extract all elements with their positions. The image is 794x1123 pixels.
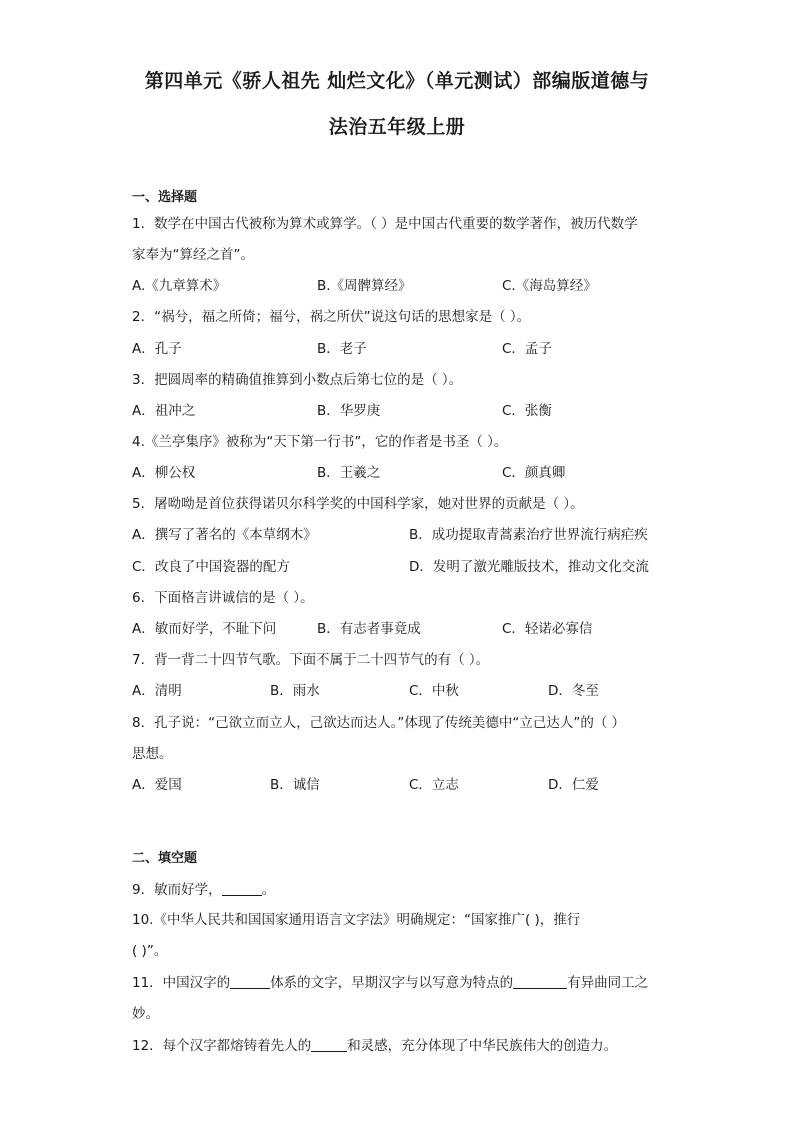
question-4-option-a[interactable]: A．柳公权 (132, 465, 196, 481)
question-6-option-c[interactable]: C．轻诺必寡信 (502, 621, 593, 637)
question-8-option-b[interactable]: B．诚信 (270, 777, 320, 793)
question-3-option-a[interactable]: A．祖冲之 (132, 403, 196, 419)
question-8-option-a[interactable]: A．爱国 (132, 777, 182, 793)
question-11-blank-2[interactable] (513, 974, 567, 989)
question-1-text: 1．数学在中国古代被称为算术或算学。（ ）是中国古代重要的数学著作，被历代数学 (132, 216, 638, 232)
question-5-text: 5．屠呦呦是首位获得诺贝尔科学奖的中国科学家，她对世界的贡献是（ ）。 (132, 496, 584, 512)
question-7-option-d[interactable]: D．冬至 (548, 683, 599, 699)
question-5-option-b[interactable]: B．成功提取青蒿素治疗世界流行病疟疾 (409, 527, 648, 543)
question-8-text-cont: 思想。 (132, 746, 173, 762)
question-7-option-b[interactable]: B．雨水 (270, 683, 320, 699)
question-5-option-d[interactable]: D．发明了激光雕版技术，推动文化交流 (409, 559, 649, 575)
question-12-blank[interactable] (311, 1037, 347, 1052)
question-11-text-cont: 妙。 (132, 1006, 159, 1022)
question-11-blank-1[interactable] (230, 974, 270, 989)
question-4-text: 4.《兰亭集序》被称为“天下第一行书”，它的作者是书圣（ ）。 (132, 434, 508, 450)
question-8-text: 8．孔子说：“己欲立而立人，己欲达而达人。”体现了传统美德中“立己达人”的（ ） (132, 715, 626, 731)
question-5-option-c[interactable]: C．改良了中国瓷器的配方 (132, 559, 290, 575)
question-12-text-end: 和灵感，充分体现了中华民族伟大的创造力。 (347, 1038, 618, 1054)
question-6-text: 6．下面格言讲诚信的是（ ）。 (132, 590, 314, 606)
question-1-text-cont: 家奉为“算经之首”。 (132, 247, 254, 263)
question-9-text: 9．敏而好学， (132, 882, 222, 898)
question-9-blank[interactable] (222, 881, 262, 896)
question-2-option-c[interactable]: C．孟子 (502, 341, 552, 357)
question-7-option-c[interactable]: C．中秋 (409, 683, 459, 699)
page-title-line-2: 法治五年级上册 (328, 116, 466, 138)
question-11-text: 11．中国汉字的 (132, 975, 231, 991)
question-6-option-b[interactable]: B．有志者事竟成 (317, 621, 421, 637)
question-3-option-c[interactable]: C．张衡 (502, 403, 552, 419)
question-11-text-mid: 体系的文字，早期汉字与以写意为特点的 (270, 975, 514, 991)
question-4-option-b[interactable]: B．王羲之 (317, 465, 381, 481)
question-11-text-end: 有异曲同工之 (567, 975, 649, 991)
page-title-line-1: 第四单元《骄人祖先 灿烂文化》（单元测试）部编版道德与 (144, 70, 650, 92)
question-2-text: 2．“祸兮，福之所倚；福兮，祸之所伏”说这句话的思想家是（ ）。 (132, 309, 531, 325)
question-2-option-a[interactable]: A．孔子 (132, 341, 182, 357)
question-12-text: 12．每个汉字都熔铸着先人的 (132, 1038, 312, 1054)
question-9-end: 。 (261, 882, 276, 898)
question-10-text: 10.《中华人民共和国国家通用语言文字法》明确规定：“国家推广( )，推行 (132, 912, 581, 928)
question-2-option-b[interactable]: B．老子 (317, 341, 367, 357)
question-8-option-c[interactable]: C．立志 (409, 777, 459, 793)
question-8-option-d[interactable]: D．仁爱 (548, 777, 599, 793)
question-1-option-b[interactable]: B.《周髀算经》 (317, 278, 412, 294)
question-7-text: 7．背一背二十四节气歌。下面不属于二十四节气的有（ ）。 (132, 652, 490, 668)
section-heading-choice: 一、选择题 (132, 190, 198, 205)
question-1-option-c[interactable]: C.《海岛算经》 (502, 278, 597, 294)
question-5-option-a[interactable]: A．撰写了著名的《本草纲木》 (132, 527, 317, 543)
question-7-option-a[interactable]: A．清明 (132, 683, 182, 699)
question-11 (132, 971, 662, 991)
question-12 (132, 1034, 662, 1054)
question-10-text-cont: ( )”。 (132, 943, 168, 959)
section-heading-fill-blank: 二、填空题 (132, 851, 198, 866)
question-3-option-b[interactable]: B．华罗庚 (317, 403, 381, 419)
question-9 (132, 878, 662, 898)
question-1-option-a[interactable]: A.《九章算术》 (132, 278, 227, 294)
question-6-option-a[interactable]: A．敏而好学，不耻下问 (132, 621, 277, 637)
question-3-text: 3．把圆周率的精确值推算到小数点后第七位的是（ ）。 (132, 372, 463, 388)
question-4-option-c[interactable]: C．颜真卿 (502, 465, 566, 481)
